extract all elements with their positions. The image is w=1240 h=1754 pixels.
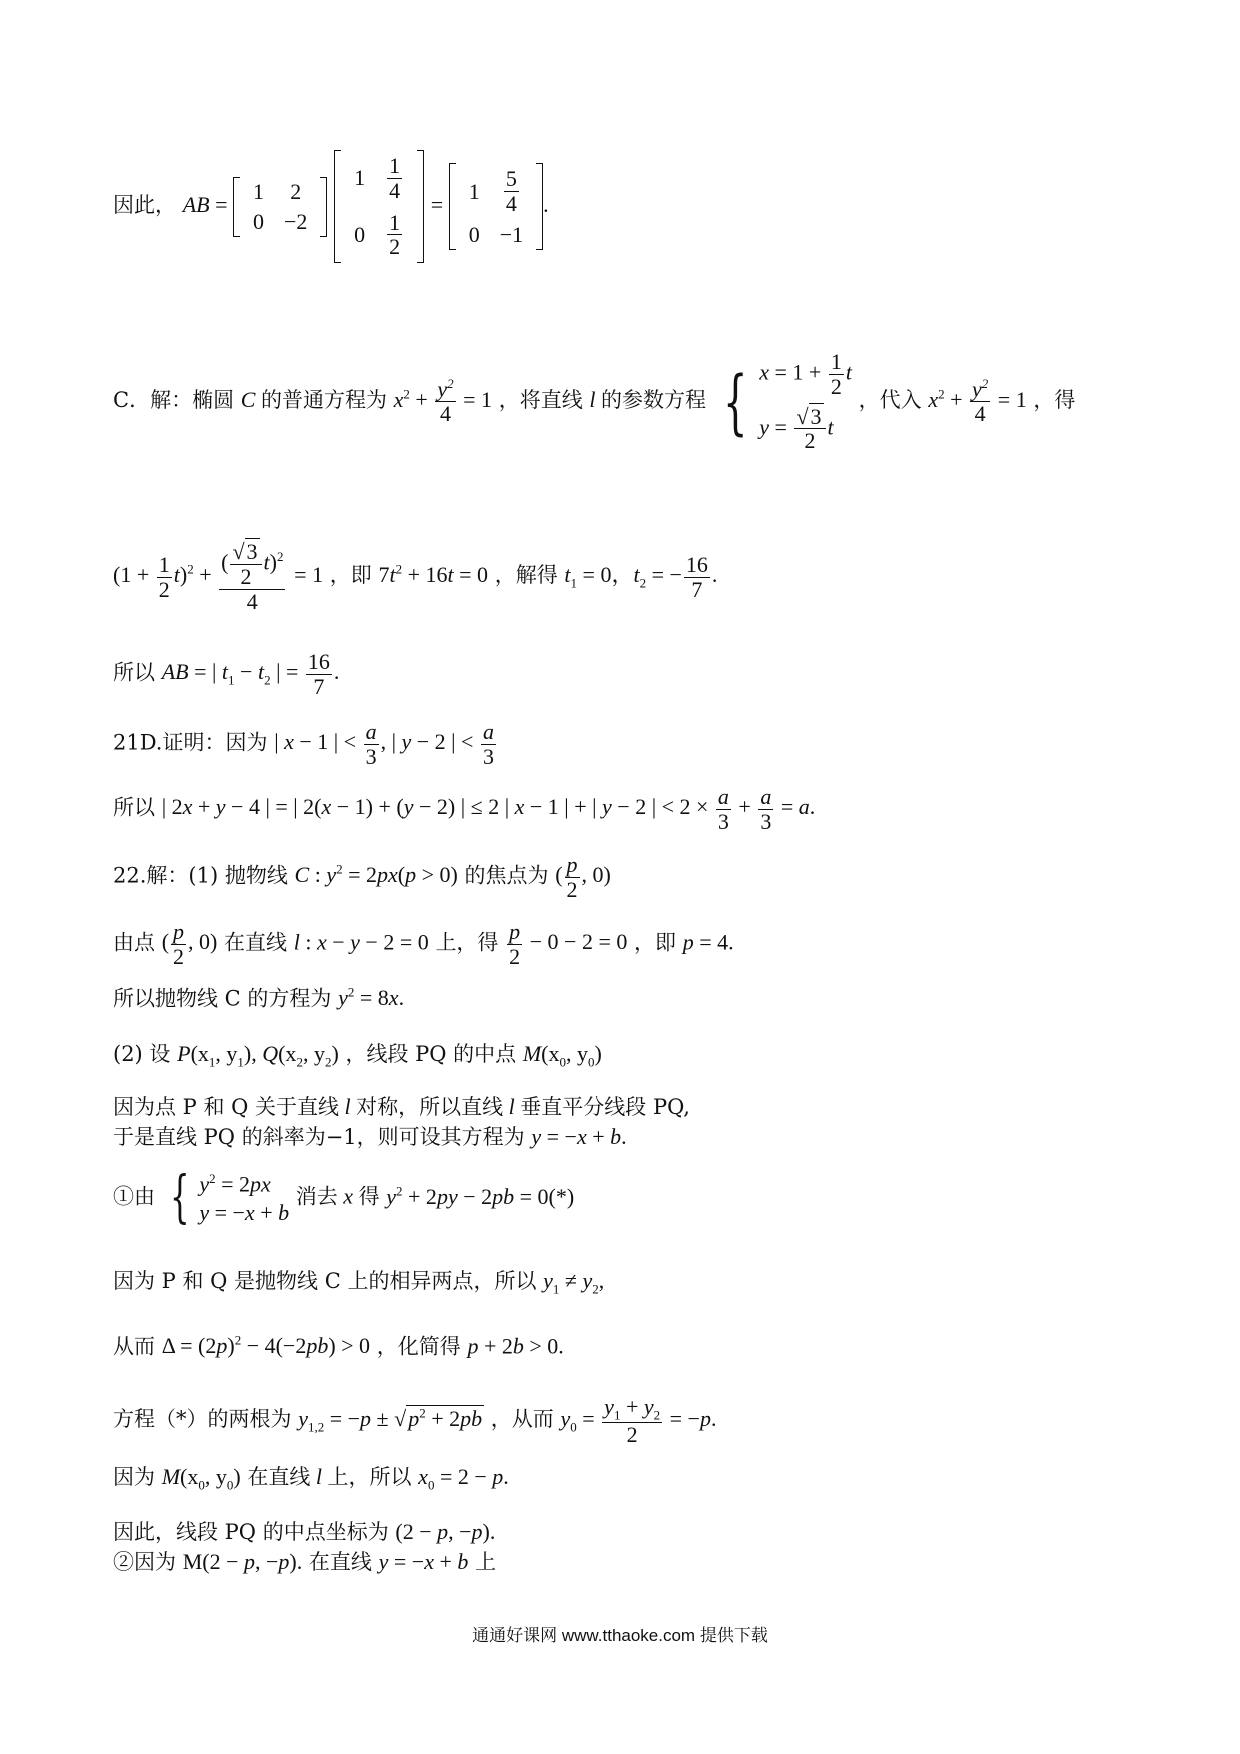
midpoint-coords-line: 因此，线段 PQ 的中点坐标为 (2 − p, −p). bbox=[113, 1519, 496, 1544]
matrix-a: 1 2 0 −2 bbox=[233, 177, 327, 237]
m-on-pq-line: ②因为 M(2 − p, −p). 在直线 y = −x + b 上 bbox=[113, 1549, 497, 1574]
problem-22-line: 22.解：(1) 抛物线 C : $y^2 = 2px(p > 0)$ 的焦点为 ( $\frac{p}{2}$ , 0) bbox=[113, 852, 611, 902]
proof-21d-line: 21D.证明：因为 | x − 1 | < $\frac{a}{3}$ , | y − 2 | < $\frac{a}{3}$ bbox=[113, 719, 494, 769]
matrix-result: 1 $\frac{5}{4}$ 0 −1 bbox=[449, 163, 543, 250]
part2-line: (2) 设 $P(x_1$, $y_1$), $Q(x_2$, $y_2$) ，线段 PQ 的中点 $M(x_0$, $y_0$) bbox=[113, 1041, 602, 1070]
symmetry-line: 因为点 P 和 Q 关于直线 l 对称，所以直线 l 垂直平分线段 PQ, bbox=[113, 1094, 690, 1119]
matrix-product-line: 因此， AB = 1 2 0 −2 1 $\frac{1}{4}$ 0 $\frac{1}{2}$ = 1 $\frac{5}{4}$ 0 −1 . bbox=[113, 150, 549, 263]
matrix-b: 1 $\frac{1}{4}$ 0 $\frac{1}{2}$ bbox=[334, 150, 424, 263]
slope-line: 于是直线 PQ 的斜率为−1，则可设其方程为 y = −x + b. bbox=[113, 1124, 627, 1149]
substituted-eq-line: (1 + $\frac{1}{2}$ t)$^2$ + ( $\frac{√3}{2}$ t)$^2$ 4 = 1 ，即 $7t^2 + 16t = 0$ ，解得 $t_1 = 0$，$t_2$ = − $\frac{16}{7}$ . bbox=[113, 539, 718, 614]
ab-label: 因此， bbox=[113, 193, 176, 217]
midpoint-on-l-line: 因为 $M(x_0$, $y_0$) 在直线 l 上，所以 $x_0 = 2 - p$. bbox=[113, 1464, 509, 1493]
proof-21d-line2: 所以 | 2x + y − 4 | = | 2(x − 1) + (y − 2) | ≤ 2 | x − 1 | + | y − 2 | < 2 × $\frac{a}{3}$ + $\frac{a}{3}$ = a. bbox=[113, 784, 816, 834]
param-system: { x = 1 + $\frac{1}{2}$ t y = $\frac{√3}{2}$ t bbox=[722, 349, 852, 454]
elimination-line: ①由 { $y^2 = 2px$ y = −x + b 消去 x 得 $y^2 + 2py - 2pb = 0(*)$ bbox=[113, 1165, 575, 1230]
focus-line: 由点 ( $\frac{p}{2}$ , 0) 在直线 l : x − y − 2 = 0 上，得 $\frac{p}{2}$ − 0 − 2 = 0 ，即 p = 4. bbox=[113, 919, 734, 969]
c-solution-line: C．解：椭圆 C 的普通方程为 $x^2$ + $\frac{y^2}{4}$ = 1 ，将直线 l 的参数方程 { x = 1 + $\frac{1}{2}$ t y = $\frac{√3}{2}$ t ，代入 $x^2$ + $\frac{y^2}{4}$ = 1 ，得 bbox=[113, 349, 1076, 454]
parabola-eq-line: 所以抛物线 C 的方程为 $y^2 = 8x$. bbox=[113, 985, 405, 1011]
ab-length-line: 所以 AB = | $t_1 - t_2$ | = $\frac{16}{7}$ . bbox=[113, 649, 340, 699]
line-parabola-system: { $y^2 = 2px$ y = −x + b bbox=[169, 1165, 290, 1230]
page-footer: 通通好课网 www.tthaoke.com 提供下载 bbox=[472, 1626, 768, 1645]
roots-line: 方程（*）的两根为 $y_{1,2} = -p \pm √p^2 + 2pb$ ，从而 $y_0$ = $\frac{y_1 + y_2}{2}$ = −p. bbox=[113, 1394, 717, 1448]
delta-line: 从而 $\Delta = (2p)^2 - 4(-2pb) > 0$ ，化简得 p + 2b > 0. bbox=[113, 1333, 564, 1359]
distinct-points-line: 因为 P 和 Q 是抛物线 C 上的相异两点，所以 $y_1 \ne y_2$, bbox=[113, 1268, 605, 1297]
